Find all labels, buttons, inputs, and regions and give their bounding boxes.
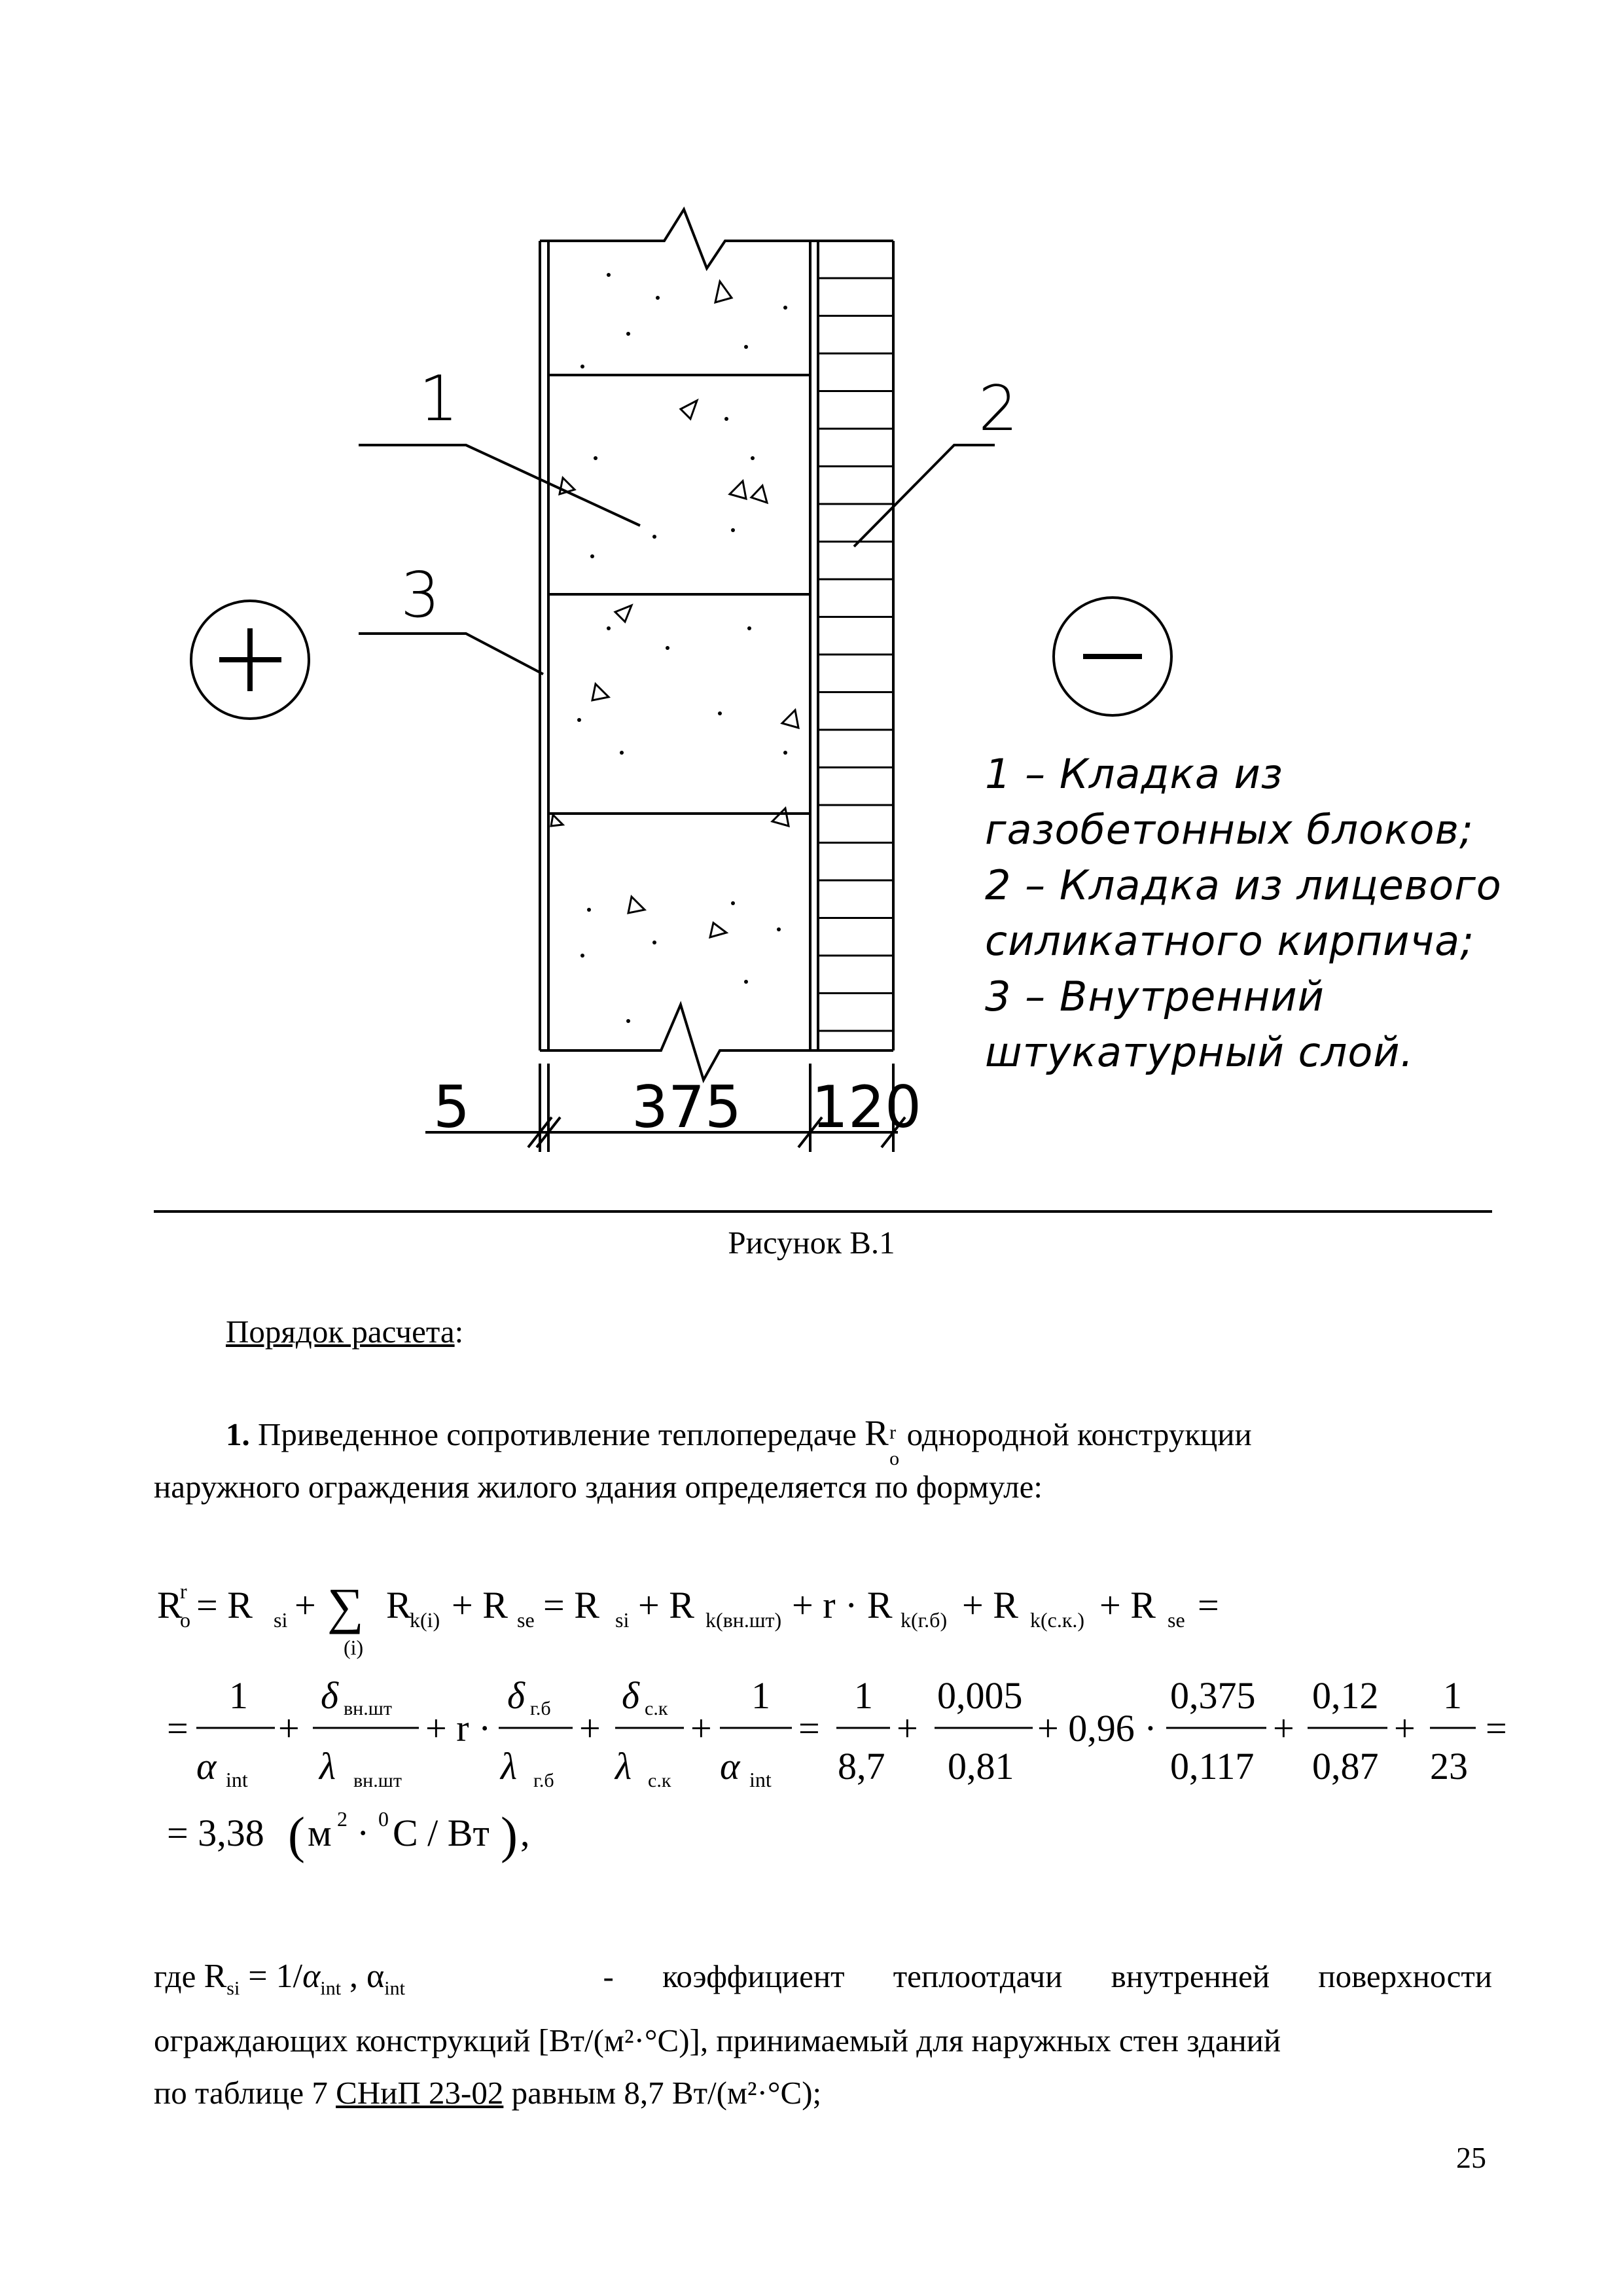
svg-text:2: 2 bbox=[337, 1807, 348, 1831]
symbol-r-o: R r o bbox=[865, 1413, 900, 1469]
svg-text:k(с.к.): k(с.к.) bbox=[1030, 1608, 1085, 1632]
svg-text:r: r bbox=[180, 1579, 187, 1603]
svg-text:se: se bbox=[517, 1608, 535, 1632]
svg-text:+ 0,96 ·: + 0,96 · bbox=[1037, 1707, 1157, 1749]
svg-text:вн.шт: вн.шт bbox=[353, 1770, 402, 1791]
callout-1: 1 bbox=[419, 363, 459, 435]
item-text-a: Приведенное сопротивление теплопередаче bbox=[258, 1416, 857, 1452]
svg-text:+: + bbox=[278, 1707, 300, 1749]
svg-text:k(вн.шт): k(вн.шт) bbox=[705, 1608, 782, 1632]
item-1-paragraph bbox=[154, 1407, 1495, 1513]
svg-text:1: 1 bbox=[1443, 1674, 1462, 1717]
svg-text:+ r · R: + r · R bbox=[792, 1584, 893, 1626]
svg-text:+ R: + R bbox=[452, 1584, 508, 1626]
svg-text:0,87: 0,87 bbox=[1312, 1745, 1379, 1787]
callout-3: 3 bbox=[401, 560, 440, 632]
item-text-b: однородной конструкции bbox=[906, 1416, 1252, 1452]
svg-text:se: se bbox=[1168, 1608, 1185, 1632]
legend-line: 2 – Кладка из лицевого bbox=[985, 861, 1502, 909]
where-prefix: где bbox=[154, 1958, 196, 1994]
svg-text:г.б: г.б bbox=[530, 1698, 551, 1719]
svg-text:0,005: 0,005 bbox=[937, 1674, 1023, 1717]
legend-line: штукатурный слой. bbox=[985, 1028, 1414, 1076]
svg-text:+ R: + R bbox=[1099, 1584, 1156, 1626]
svg-text:λ: λ bbox=[615, 1745, 632, 1787]
svg-text:+: + bbox=[690, 1707, 712, 1749]
svg-text:1: 1 bbox=[229, 1674, 248, 1717]
legend-line: 1 – Кладка из bbox=[985, 750, 1283, 798]
svg-text:с.к: с.к bbox=[648, 1770, 671, 1791]
svg-text:λ: λ bbox=[501, 1745, 518, 1787]
svg-text:= R: = R bbox=[196, 1584, 253, 1626]
svg-text:(i): (i) bbox=[344, 1636, 364, 1659]
svg-text:1: 1 bbox=[854, 1674, 873, 1717]
svg-text:0,117: 0,117 bbox=[1170, 1745, 1255, 1787]
svg-text:0,12: 0,12 bbox=[1312, 1674, 1379, 1717]
svg-text:= R: = R bbox=[543, 1584, 599, 1626]
section-heading bbox=[226, 1306, 463, 1358]
svg-text:∑: ∑ bbox=[327, 1577, 364, 1634]
svg-text:α: α bbox=[196, 1745, 217, 1787]
svg-text:+ R: + R bbox=[638, 1584, 694, 1626]
svg-text:8,7: 8,7 bbox=[838, 1745, 885, 1787]
svg-text:м: м bbox=[308, 1812, 332, 1854]
svg-text:R: R bbox=[386, 1584, 412, 1626]
item-number: 1. bbox=[226, 1416, 250, 1452]
svg-text:=: = bbox=[798, 1707, 820, 1749]
svg-text:+: + bbox=[897, 1707, 918, 1749]
svg-text:+: + bbox=[294, 1584, 316, 1626]
svg-text:= 3,38: = 3,38 bbox=[167, 1812, 264, 1854]
svg-text:С / Вт: С / Вт bbox=[393, 1812, 490, 1854]
svg-text:(: ( bbox=[288, 1806, 305, 1863]
svg-text:α: α bbox=[720, 1745, 740, 1787]
legend-line: 3 – Внутренний bbox=[985, 973, 1325, 1020]
svg-text:г.б: г.б bbox=[533, 1770, 554, 1791]
section-heading-text: Порядок расчета bbox=[226, 1314, 455, 1350]
svg-text:0,81: 0,81 bbox=[948, 1745, 1014, 1787]
item-text-c: наружного ограждения жилого здания определяется по формуле: bbox=[154, 1469, 1043, 1505]
svg-text:=: = bbox=[167, 1707, 188, 1749]
where-text-3a: по таблице 7 bbox=[154, 2075, 328, 2111]
snip-link[interactable]: СНиП 23-02 bbox=[336, 2075, 504, 2111]
svg-text:+: + bbox=[1273, 1707, 1294, 1749]
svg-text:δ: δ bbox=[321, 1674, 338, 1717]
where-paragraph bbox=[154, 1950, 1492, 2119]
where-text-2: ограждающих конструкций [Вт/(м²·°С)], принимаемый для наружных стен зданий bbox=[154, 2022, 1281, 2059]
svg-text:+: + bbox=[579, 1707, 601, 1749]
callout-2: 2 bbox=[978, 373, 1018, 445]
svg-text:,: , bbox=[520, 1812, 530, 1854]
svg-text:0: 0 bbox=[378, 1807, 389, 1831]
svg-text:0,375: 0,375 bbox=[1170, 1674, 1256, 1717]
svg-text:δ: δ bbox=[622, 1674, 639, 1717]
figure-legend bbox=[985, 746, 1502, 1080]
where-text-3b: равным 8,7 Вт/(м²·°С); bbox=[511, 2075, 822, 2111]
dimension-plaster: 5 bbox=[433, 1073, 470, 1141]
dimension-block: 375 bbox=[632, 1073, 741, 1141]
figure-divider bbox=[154, 1210, 1492, 1213]
svg-text:+: + bbox=[1394, 1707, 1416, 1749]
svg-text:23: 23 bbox=[1430, 1745, 1468, 1787]
section-heading-colon: : bbox=[454, 1314, 464, 1350]
dimension-brick: 120 bbox=[812, 1073, 921, 1141]
svg-text:k(г.б): k(г.б) bbox=[901, 1608, 948, 1632]
svg-text:=: = bbox=[1486, 1707, 1507, 1749]
svg-text:): ) bbox=[501, 1806, 518, 1863]
svg-text:R: R bbox=[157, 1584, 183, 1626]
svg-text:λ: λ bbox=[319, 1745, 336, 1787]
page-number: 25 bbox=[1456, 2141, 1486, 2174]
svg-text:int: int bbox=[226, 1768, 248, 1791]
svg-text:si: si bbox=[615, 1608, 630, 1632]
svg-text:=: = bbox=[1198, 1584, 1219, 1626]
svg-text:si: si bbox=[274, 1608, 288, 1632]
svg-text:+ R: + R bbox=[962, 1584, 1018, 1626]
where-text-1: - коэффициент теплоотдачи внутренней поверхности bbox=[603, 1958, 1492, 1994]
svg-text:вн.шт: вн.шт bbox=[344, 1698, 392, 1719]
svg-text:δ: δ bbox=[507, 1674, 525, 1717]
figure-caption: Рисунок В.1 bbox=[728, 1225, 895, 1261]
svg-text:o: o bbox=[180, 1608, 190, 1632]
svg-text:+ r ·: + r · bbox=[425, 1707, 491, 1749]
legend-line: газобетонных блоков; bbox=[985, 806, 1474, 853]
rsi-definition: $R_{si} = 1/\alpha_{int}$ , $\alpha_{int}$ bbox=[204, 1958, 405, 2000]
svg-text:с.к: с.к bbox=[645, 1698, 668, 1719]
svg-text:k(i): k(i) bbox=[410, 1608, 440, 1632]
svg-text:1: 1 bbox=[751, 1674, 770, 1717]
svg-text:·: · bbox=[357, 1812, 370, 1854]
legend-line: силикатного кирпича; bbox=[985, 917, 1474, 965]
svg-text:int: int bbox=[749, 1768, 772, 1791]
